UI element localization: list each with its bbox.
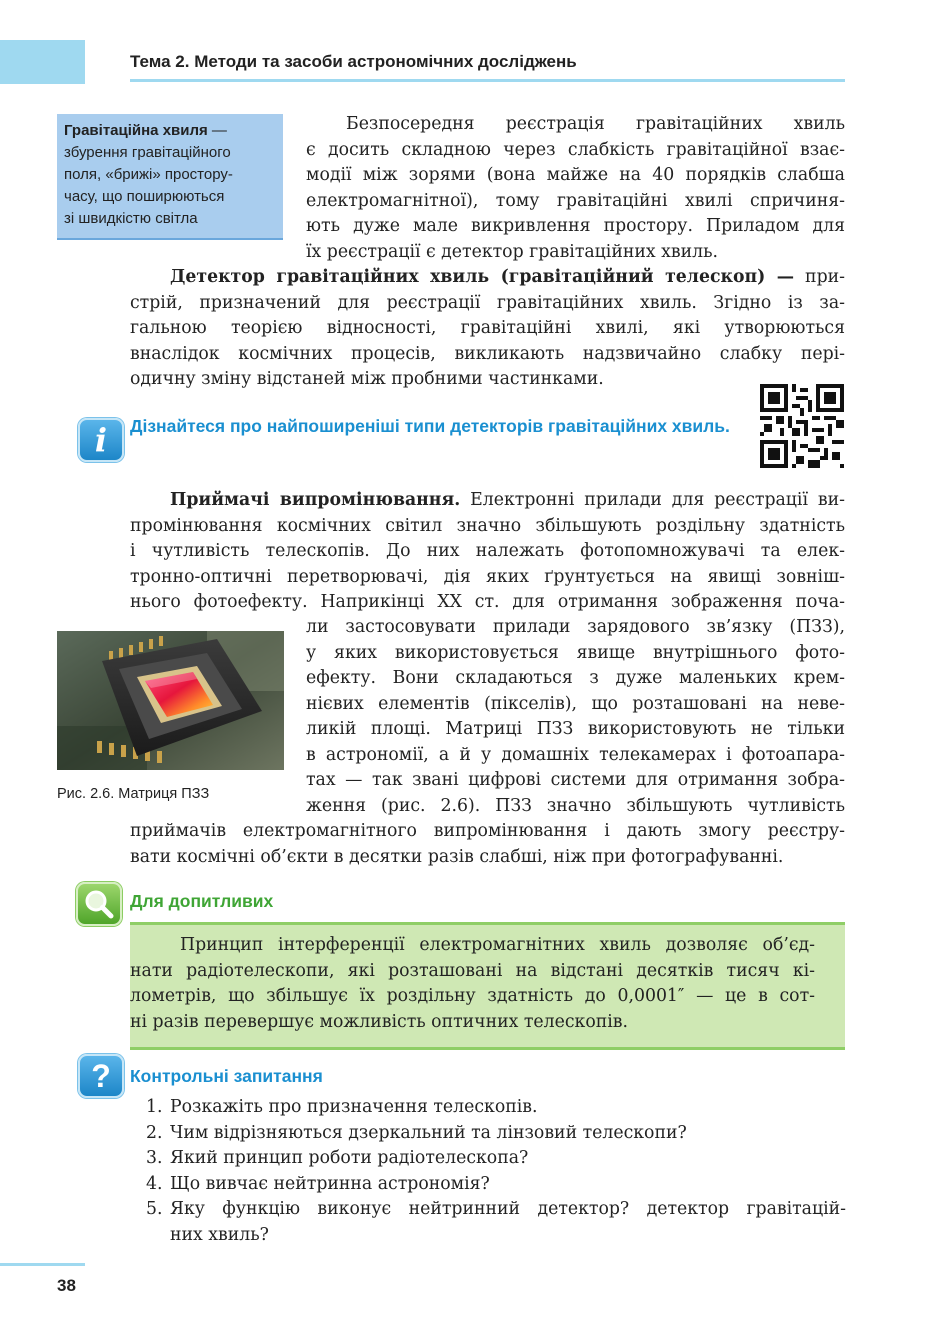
text-line: приймачів електромагнітного випромінювання і дають змогу реєстру-	[130, 821, 845, 841]
text-line: ють дуже мале викривлення простору. Приладом для	[306, 216, 845, 236]
paragraph-gravitational-registration	[306, 112, 845, 265]
question-text: Розкажіть про призначення телескопів.	[170, 1097, 538, 1117]
text-line: гальною теорією відносності, гравітаційні хвилі, які утворюються	[130, 318, 845, 338]
text-fragment: при-	[794, 267, 845, 287]
question-number: 2.	[146, 1122, 163, 1143]
definition-line: часу, що поширюються	[64, 188, 225, 205]
bold-term: Детектор гравітаційних хвиль (гравітаційний телескоп) —	[170, 267, 795, 287]
definition-term: Гравітаційна хвиля	[64, 122, 208, 139]
text-line: ли застосовувати прилади зарядового зв’язку (ПЗЗ),	[306, 617, 845, 637]
text-line: Принцип інтерференції електромагнітних хвиль дозволяє об’єд-	[180, 935, 815, 955]
header-rule	[130, 79, 845, 82]
text-line: нати радіотелескопи, які розташовані на відстані десятків тисяч кі-	[130, 960, 815, 981]
text-line: Безпосередня реєстрація гравітаційних хвиль	[346, 114, 845, 134]
footer-rule	[0, 1263, 85, 1266]
text-line: в астрономії, а й у домашніх телекамерах і фотоапара-	[306, 744, 845, 765]
question-item	[146, 1095, 846, 1121]
topic-title: Тема 2. Методи та засоби астрономічних досліджень	[130, 52, 577, 71]
text-line: вати космічні об’єкти в десятки разів слабші, ніж при фотографуванні.	[130, 846, 784, 867]
text-line: нієвих елементів (пікселів), що розташовані на неве-	[306, 693, 845, 714]
paragraph-radiation-receivers-tail	[130, 819, 845, 870]
bold-term: Приймачі випромінювання.	[170, 490, 461, 510]
text-line: і чутливість телескопів. До них належать фотопомножувачі та елек-	[130, 541, 845, 561]
text-line: ження (рис. 2.6). ПЗЗ значно збільшують чутливість	[306, 795, 845, 816]
definition-line: —	[207, 122, 227, 139]
text-line: внаслідок космічних процесів, викликають надзвичайно слабку пері-	[130, 343, 845, 364]
definition-box	[57, 114, 283, 240]
question-text: Яку функцію виконує нейтринний детектор? детектор гравітацій-	[170, 1199, 846, 1219]
text-fragment: Електронні прилади для реєстрації ви-	[460, 490, 845, 510]
text-line: ефекту. Вони складаються з дуже маленьких крем-	[306, 668, 845, 688]
question-text: Що вивчає нейтринна астрономія?	[170, 1173, 490, 1194]
question-text: Чим відрізняються дзеркальний та лінзовий телескопи?	[170, 1122, 687, 1143]
question-number: 5.	[146, 1199, 163, 1219]
text-line: у яких використовується явище внутрішнього фото-	[306, 642, 845, 663]
question-item	[146, 1172, 846, 1198]
text-line: одичну зміну відстаней між пробними частинками.	[130, 369, 604, 389]
magnifier-icon	[76, 882, 122, 926]
text-line: стрій, призначений для реєстрації гравітаційних хвиль. Згідно із за-	[130, 292, 845, 313]
figure-caption: Рис. 2.6. Матриця ПЗЗ	[57, 786, 210, 802]
text-line: лометрів, що збільшує їх роздільну здатність до 0,0001″ — це в сот-	[130, 986, 815, 1006]
paragraph-radiation-receivers-narrow	[306, 615, 845, 819]
text-line: модії між зорями (вона майже на 40 порядків слабша	[306, 165, 845, 185]
curious-box-text	[130, 933, 815, 1035]
text-line: їх реєстрації є детектор гравітаційних хвиль.	[306, 241, 718, 262]
curious-section-title: Для допитливих	[130, 891, 274, 911]
ccd-matrix-photo	[57, 631, 284, 770]
paragraph-detector-definition	[130, 265, 845, 393]
definition-line: збурення гравітаційного	[64, 144, 231, 161]
text-line: є досить складною через слабкість гравітаційної взає-	[306, 139, 845, 160]
question-text: них хвиль?	[170, 1224, 269, 1245]
text-line: нього фотоефекту. Наприкінці XX ст. для отримання зображення поча-	[130, 592, 845, 612]
definition-line: поля, «брижі» простору-	[64, 166, 233, 183]
text-line: тронно-оптичні перетворювачі, дія яких ґрунтується на явищі зовніш-	[130, 566, 845, 587]
text-line: ликій площі. Матриці ПЗЗ використовують не тільки	[306, 719, 845, 739]
question-item	[146, 1146, 846, 1172]
question-icon: ?	[78, 1054, 124, 1098]
question-item	[146, 1121, 846, 1147]
text-line: ні разів перевершує можливість оптичних телескопів.	[130, 1011, 629, 1032]
paragraph-radiation-receivers	[130, 488, 845, 616]
text-line: тах — так звані цифрові системи для отримання зобра-	[306, 770, 845, 790]
definition-line: зі швидкістю світла	[64, 210, 198, 227]
header-color-block	[0, 40, 85, 84]
text-line: промінювання космічних світил значно збільшують роздільну здатність	[130, 515, 845, 536]
question-number: 3.	[146, 1148, 163, 1168]
qr-code-icon[interactable]	[760, 384, 844, 468]
page-number: 38	[57, 1276, 76, 1295]
text-line: електромагнітної), тому гравітаційні хвилі спричиня-	[306, 190, 845, 211]
question-text: Який принцип роботи радіотелескопа?	[170, 1148, 529, 1168]
question-item	[146, 1197, 846, 1248]
info-icon: i	[78, 418, 124, 462]
info-link-text[interactable]: Дізнайтеся про найпоширеніші типи детекторів гравітаційних хвиль.	[130, 416, 730, 436]
question-number: 4.	[146, 1173, 163, 1194]
question-number: 1.	[146, 1097, 163, 1117]
questions-list	[146, 1095, 846, 1248]
questions-title: Контрольні запитання	[130, 1066, 323, 1086]
